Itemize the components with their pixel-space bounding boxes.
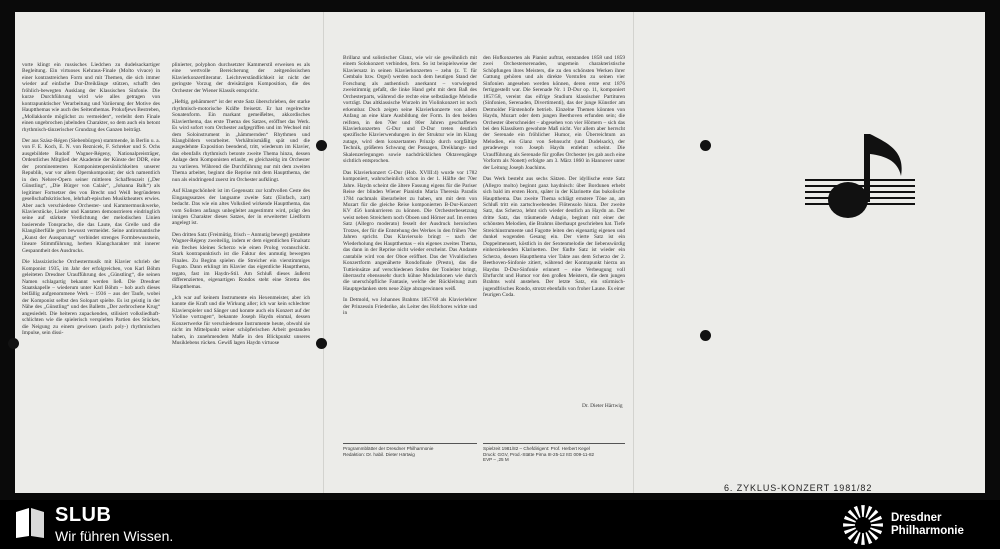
sunburst-ray	[861, 533, 865, 545]
sunburst-ray	[871, 523, 883, 527]
text-column-4	[483, 55, 625, 403]
sunburst-ray	[861, 505, 865, 517]
paragraph: Das Werk besteht aus sechs Sätzen. Der idyllische erste Satz (Allegro molto) beginnt ganz haydnisch: über Bordunen erhebt sich bald im ersten Horn, später in der Klarinette das bukolische Hauptthema. Das zweite Thema schlägt ernstere Töne an, am Schluß tritt ein zartschwebendes Flötensolo hinzu. Der zweite Satz, das Scherzo, lehnt sich wieder deutlich an Haydn an. Der dritte Satz, das träumende Adagio, beginnt mit einer der schönsten Melodien, die Brahms überhaupt geschrieben hat. Tiefe Streichinstrumente und Fagotte leiten den eigenartig eigenen und dunkel wogenden Gesang ein. Der vierte Satz ist ein Doppelmenuett, köstlich in der Sextenmelodie der liebenswürdig einherziehenden Klarinetten. Der fünfte Satz ist wieder ein Scherzo, dessen Hauptthema vier Takte aus dem Scherzo der 2. Beethoven-Sinfonie zitiert, während der Kontrapunkt hierzu an Haydns D-Dur-Sinfonie erinnert – eine Verbeugung voll Ehrfurcht und Humor vor den großen Meistern, die dem jungen Brahms wohl anstehen. Der letzte Satz, ein stürmisch-jugendfrisches Rondo, strotzt ebenfalls von froher Laune. Es einer feurigen Coda.	[483, 176, 625, 299]
punch-hole	[700, 140, 711, 151]
imprint-right: Spielzeit 1981/82 – Chefdirigent: Prof. Herbert Kegel Druck: GGV, Prod.-Stätte Pirna III-25-12 ItG 009-11-82 EVP – ,25 M	[483, 446, 595, 463]
slub-tagline: Wir führen Wissen.	[55, 528, 174, 544]
paragraph: In Detmold, wo Johannes Brahms 1857/60 als Klavierlehrer der Prinzessin Friederike, als Leiter des Hofchores wirkte und in	[343, 297, 477, 317]
fold-line-1	[323, 12, 324, 493]
slub-book-icon[interactable]	[14, 506, 46, 540]
imprint-rule-right	[483, 443, 625, 444]
text-column-1	[22, 62, 160, 464]
imprint-rule-left	[343, 443, 477, 444]
program-title: 6. ZYKLUS-KONZERT 1981/82	[724, 483, 873, 493]
paragraph: Die klassizistische Orchestermusik mit Klavier schrieb der Komponist 1935, im Jahr der erfolgreichen, von Karl Böhm geleiteten Dresdner Uraufführung des „Günstling“, die seinen Namen schlagartig bekannt werden ließ. Die Dresdner Staatskapelle – wiederum unter Karl Böhm – hob auch dieses beifällig aufgenommene Werk – 1936 – aus der Taufe, wobei der Komponist selbst den Solopart spielte. Es ist geistig in der Nähe des „Günstling“ und des Balletts „Der zerbrochene Krug“ angesiedelt. Die heiteren zupackenden, stilisiert volksliedhaft-schlichten wie die spielerisch verspielten Partien des Stückes, die Neigung zu einem gewissen (auch poly-) rhythmischen Impulse, sein dissi-	[22, 259, 160, 337]
punch-hole	[8, 338, 19, 349]
sunburst-ray	[843, 523, 855, 527]
paragraph: „Heftig, gehämmert“ ist der erste Satz überschrieben, der starke rhythmisch-motorische Kräfte freisetzt. Er hat regelrechte Sonatenform. Ein markant gemeißeltes, akkordisches Klavierthema, das erste Thema des Satzes, eröffnet das Werk. Es wird sofort vom Orchester aufgegriffen und im Wechsel mit dem Soloinstrument in „hämmernden“ Rhythmen und Klangbildern verarbeitet. Verhältnismäßig spät und die ausgedehnte Exposition beendend, tritt, wiederum im Klavier, das ebenfalls rhythmisch betonte zweite Thema hinzu, dessen Anlage dem Komponisten erlaubt, es gleichzeitig im Orchester zu variieren. Während die Durchführung nur mit dem zweiten Thema arbeitet, beginnt die Reprise mit dem Hauptthema, der nun als eindringend zuerst im Orchester aufklingt.	[172, 99, 310, 183]
sunburst-icon[interactable]	[842, 504, 884, 546]
slub-name[interactable]: SLUB	[55, 504, 112, 526]
punch-hole	[316, 140, 327, 151]
text-column-2	[172, 62, 310, 464]
paragraph: Das Klavierkonzert G-Dur (Hob. XVIII:4) wurde vor 1782 komponiert, wahrscheinlich schon in der 1. Hälfte der 70er Jahre. Haydn scheint die ältere Fassung eigens für die Pariser Reise der blinden Wiener Pianistin Maria Theresia Paradis 1784 nachmals überarbeitet zu haben, um mit dem von Mozart für die gleiche Reise komponierten B-Dur-Konzert KV 456 konkurrieren zu können. Die Orchesterbesetzung weist neben Streichern noch Oboen und Hörner auf. Im ersten Satz (Allegro moderato) fesselt der Ausdruck heroischen Trotzes, der für die Entstehung des Werkes in den frühen 70er Jahren spricht. Das Klaviersolo bringt – nach der Wiederholung des Hauptthemas – ein eigenes zweites Thema, das dann in der Reprise nicht wieder erscheint. Das Andante cantabile wird von der Oboe eröffnet. Das der Vivaldischen Konzertform angenäherte Rondofinale (Presto), das die Tuttieinsätze auf verschiedenen Stufen der Tonleiter bringt, überrascht ebensosehr durch kühne Modulationen wie durch die unerschöpfliche Fantasie, welche der Rückleitung zum Hauptgedanken stets neue Züge abzugewinnen weiß.	[343, 169, 477, 292]
philharmonie-name[interactable]: Dresdner Philharmonie	[891, 512, 964, 537]
paragraph: plinierter, polyphon durchsetzter Kammerstil erweisen es als eine wertvolle Bereicherung der zeitgenössischen Klavierkonzertliteratur. Leichtverständlichkeit ist nicht der geringste Vorzug der dreisätzigen Komposition, die des Orchester der Wiener Klassik entspricht.	[172, 62, 310, 94]
paragraph: den Hofkonzerten als Pianist auftrat, entstanden 1858 und 1859 zwei Orchesterserenaden, ungemein charakteristische Schöpfungen ihres Meisters, die zu den schönsten Werken ihrer Gattung gehören und als direkte Vorstufen zu seinen vier Sinfonien angesehen werden können, deren erste erst 1876 fertiggestellt war. Die Serenade Nr. 1 D-Dur op. 11, komponiert 1857/58, vereint das eifrige Studium klassischer Partituren (Sinfonien, Serenaden, Divertimenti), das der junge Künstler am Detmolder Fürstenhofe betrieb. Einzelne Themen könnten von Haydn, Mozart oder dem jungen Beethoven erfunden sein; die Orchester überschneidet – abgesehen von vier Hörnern – sich das bei den Klassikern gewohnte Maß nicht. Vor allem aber herrscht der Serenade ein fröhlicher Humor, ein Überreichtum an Melodien, ein Glanz von Sehnsucht (und Dudelsack), der geradewegs von Joseph Haydn entlehnt scheint. Die Uraufführung als Serenade für großes Orchester (es gab auch eine Vorform als Nonett) erfolgte am 3. März 1860 in Hannover unter der Leitung Joseph Joachims.	[483, 55, 625, 171]
imprint-left: Programmblätter der Dresdner Philharmonie Redaktion: Dr. habil. Dieter Härtwig	[343, 446, 434, 457]
paragraph: Den dritten Satz (Freimütig, frisch – Anmutig bewegt) gestaltete Wagner-Régeny zweiteilig, indem er dem eigentlichen Finalsatz ein freches kleines Scherzo wie einen Prolog voranschickt. Stark kontrapunktisch ist die Faktur des anmutig bewegten Finales. Zu Beginn spielen die Streicher ein vierstimmiges Fugato. Dann erklingt im Klavier das eigentliche Hauptthema, tegato, fast im Haydn-Stil. Am Schluß dieses äußerst differenzierten, eigenartigen Rondos steht eine Stretta des Hauptthemas.	[172, 231, 310, 290]
paragraph: Brillanz und solistischer Glanz, wie wir sie gewöhnlich mit einem Solokonzert verbinden, fern. So ist beispielsweise der Klaviersatz in seinen Klavierkonzerten – zehn (z. T. für Cembalo bzw. Orgel) werden noch dem heutigen Stand der Forschung als authentisch anerkannt – vorwiegend zweistimmig gefaßt, die linke Hand geht mit dem Baß des Orchesterparts, während die rechte eine selbständige Melodie vorträgt. Das altklassische Wurzeln im Violinkonzert ist noch erkennbar. Doch zeigen seine Klavierkonzerte von allem Anfang an eine klare Ausbildung der Form. In den beiden reifsten, in den 70er und 80er Jahren geschaffenen Klavierkonzerten G-Dur und D-Dur treten deutlich spezifische Klavierwendungen in der Struktur wie im Klang zutage, wird dem konzertanten Prinzip durch sorgfältige Technik, größeren Schwung der Passagen, Dreiklangs- und Skalenzerlegungen sowie nachdrücklichen Oktavengänge sichtlich entsprochen.	[343, 55, 477, 165]
music-note-staff-icon	[805, 130, 915, 235]
punch-hole	[316, 338, 327, 349]
paragraph: „Ich war auf keinem Instrumente ein Hexenmeister, aber ich kannte die Kraft und die Wirkung aller; ich war kein schlechter Klavierspieler und Sänger und konnte auch ein Konzert auf der Violine vortragen“, bekannte Joseph Haydn einmal, dessen Konzertwerke für verschiedenste Instrumente heute, obwohl sie nicht im Mittelpunkt seiner schöpferischen Arbeit gestanden haben, in zunehmendem Maße in den Blickpunkt unseres Musiklebens rücken. Gewiß lagen Haydn virtuose	[172, 294, 310, 347]
fold-line-2	[633, 12, 634, 493]
punch-hole	[700, 330, 711, 341]
paragraph: vorte klingt ein russisches Liedchen zu dudelsackartiger Begleitung. Ein virtuoses Kehraus-Finale (Molto vivace) in einer kontrastreichen Form und mit Themen, die sich immer wieder auf einfache Dur-Dreiklänge stützen, schafft den fröhlich-bewegten Ausklang der Klassischen Sinfonie. Die kurze Durchführung wird wie alles getragen von kontrapunktischer Verarbeitung und Variierung der Motive des Hauptthemas wie auch des Seitenthemas. Prokofjews Bestreben, „Mollakkorde möglichst zu vermeiden“, verleiht dem Finale einen ungebrochen jubelnden Charakter, so dem auch ein betont rhythmisch-tänzerischer Grundzug des Ganzen beiträgt.	[22, 62, 160, 133]
paragraph: Auf Klangschönheit ist im Gegensatz zur kraftvollen Ceste des Eingangssatzes der langsame zweite Satz (Einfach, zart) bedacht. Das wie ein altes Volkslied wirkende Hauptthema, das vom Solisten anfangs unbegleitet angestimmt wird, prägt den innigen Charakter dieses Satzes, der in erweiterter Liedform angelegt ist.	[172, 188, 310, 227]
text-column-3	[343, 55, 477, 393]
paragraph: Der aus Szász-Régen (Siebenbürgen) stammende, in Berlin u. a. von F. E. Koch, E. N. von Reznicek, F. Schreker und S. Ochs ausgebildete Rudolf Wagner-Régeny, Nationalpreisträger, Ordentliches Mitglied der Akademie der Künste der DDR, eine der prominentesten Komponistenpersönlichkeiten unserer Republik, war vor allem Opernkomponist; der sich namentlich in den Nehrer-Opern seiner mittleren Schaffenszeit („Der Günstling“, „Die Bürger von Calais“, „Johanna Balk“) als legitimer Fortsetzer des von Brecht und Weill begründeten gesellschaftskritischen, lehrhaft-epischen Musiktheaters erwies. Aber auch verschiedene Orchester- und Kammermusikwerke, Klavierstücke, Lieder und Kantaten demonstrieren eindringlich seine auf stärkste Verdichtung der melodischen Linien basierende Tonsprache, die das Laute, das Grelle und die Klangüberfülle gern bewusst vermeidet. Seine antiromantische „Kunst der Aussparung“ verbindet strenges Formbewusstsein, lineare Stimmführung, herben Klangcharakter mit innerer Gespanntheit des Ausdrucks.	[22, 137, 160, 254]
author-signature: Dr. Dieter Härtwig	[582, 403, 623, 409]
